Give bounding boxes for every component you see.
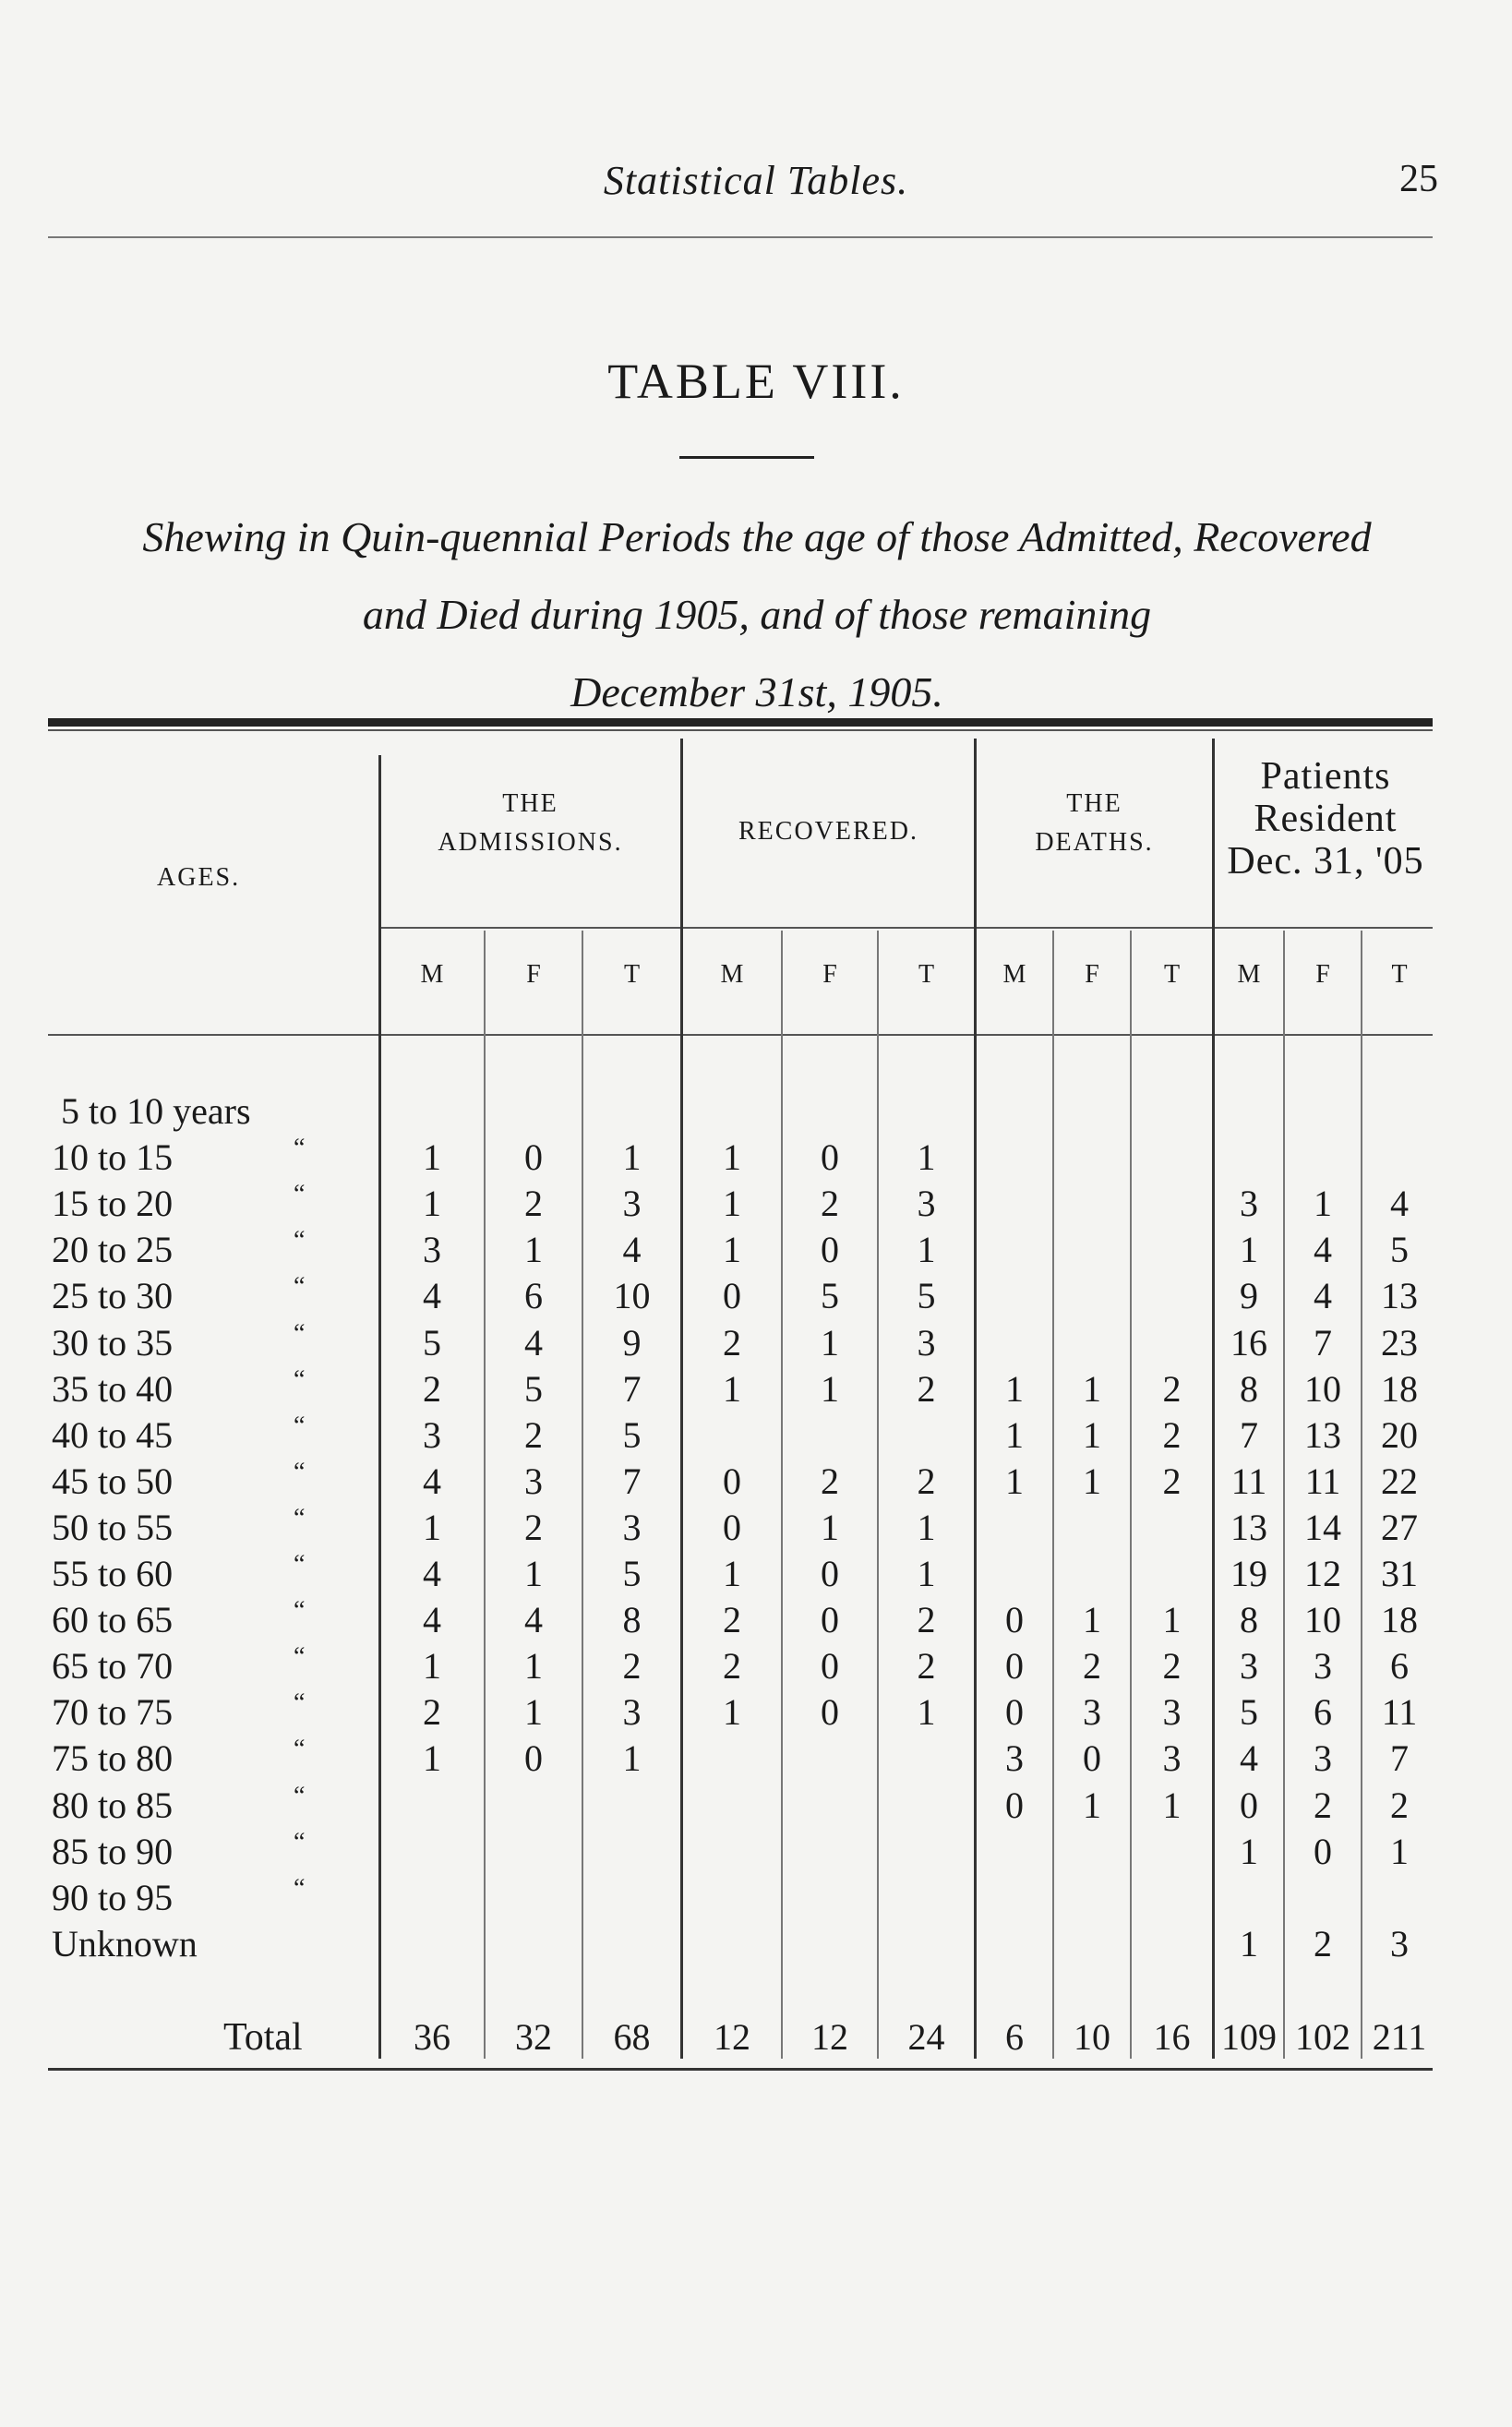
total-cell: 211 <box>1372 2016 1427 2058</box>
table-cell: 3 <box>917 1183 936 1224</box>
age-label: 30 to 35 <box>52 1322 174 1364</box>
table-cell: 0 <box>723 1275 741 1316</box>
table-cell: 18 <box>1381 1368 1418 1410</box>
table-cell: 2 <box>423 1691 441 1733</box>
table-cell: 4 <box>622 1229 642 1270</box>
ditto-mark: “ <box>294 1365 306 1394</box>
age-label: 40 to 45 <box>52 1414 174 1456</box>
table-cell: 1 <box>1314 1183 1332 1224</box>
table-cell: 7 <box>622 1460 642 1502</box>
table-cell: 5 <box>1240 1691 1258 1733</box>
table-cell: 2 <box>524 1414 543 1456</box>
table-cell: 0 <box>821 1553 839 1594</box>
table-cell: 1 <box>1240 1923 1258 1964</box>
subheader-m: M <box>1002 960 1026 989</box>
ages-header: AGES. <box>157 863 241 892</box>
table-cell: 1 <box>917 1553 936 1594</box>
table-cell: 12 <box>1304 1553 1341 1594</box>
ditto-mark: “ <box>294 1458 306 1486</box>
header-rule <box>48 236 1433 238</box>
subheader-m: M <box>420 960 444 989</box>
table-cell: 1 <box>723 1368 741 1410</box>
age-label: 15 to 20 <box>52 1183 174 1224</box>
table-cell: 23 <box>1381 1322 1418 1364</box>
table-cell: 2 <box>1083 1645 1101 1687</box>
table-subtitle <box>37 499 1477 731</box>
table-cell: 11 <box>1304 1460 1341 1502</box>
ditto-mark: “ <box>294 1319 306 1348</box>
table-cell: 1 <box>1240 1831 1258 1872</box>
table-cell: 0 <box>1005 1784 1024 1826</box>
table-cell: 1 <box>917 1507 936 1548</box>
table-cell: 7 <box>1240 1414 1258 1456</box>
table-cell: 8 <box>622 1599 642 1640</box>
table-cell: 31 <box>1381 1553 1418 1594</box>
age-label: 25 to 30 <box>52 1275 174 1316</box>
table-cell: 2 <box>723 1645 741 1687</box>
age-label: Unknown <box>52 1923 198 1964</box>
table-cell: 8 <box>1240 1368 1258 1410</box>
table-cell: 1 <box>1083 1414 1101 1456</box>
ditto-mark: “ <box>294 1180 306 1208</box>
age-label: 35 to 40 <box>52 1368 174 1410</box>
total-cell: 16 <box>1153 2016 1191 2058</box>
total-cell: 6 <box>1005 2016 1024 2058</box>
group-header-line: ADMISSIONS. <box>438 828 623 857</box>
table-cell: 2 <box>1390 1784 1409 1826</box>
table-cell: 1 <box>524 1229 543 1270</box>
ditto-mark: “ <box>294 1550 306 1579</box>
table-cell: 2 <box>821 1183 839 1224</box>
page-number: 25 <box>1399 158 1438 200</box>
table-cell: 3 <box>1314 1645 1332 1687</box>
table-cell: 1 <box>524 1691 543 1733</box>
ditto-mark: “ <box>294 1735 306 1763</box>
table-cell: 1 <box>423 1645 441 1687</box>
table-cell: 3 <box>1005 1737 1024 1779</box>
age-label: 45 to 50 <box>52 1460 174 1502</box>
table-cell: 1 <box>821 1507 839 1548</box>
table-cell: 1 <box>723 1229 741 1270</box>
table-cell: 11 <box>1230 1460 1267 1502</box>
table-bottom-rule <box>48 2068 1433 2071</box>
table-cell: 2 <box>423 1368 441 1410</box>
age-label: 50 to 55 <box>52 1507 174 1548</box>
table-cell: 11 <box>1381 1691 1418 1733</box>
table-cell: 13 <box>1304 1414 1341 1456</box>
table-cell: 3 <box>1240 1183 1258 1224</box>
table-cell: 4 <box>1240 1737 1258 1779</box>
table-cell: 2 <box>723 1322 741 1364</box>
table-cell: 0 <box>524 1737 543 1779</box>
table-cell: 4 <box>524 1322 543 1364</box>
table-cell: 0 <box>821 1645 839 1687</box>
table-cell: 1 <box>1083 1460 1101 1502</box>
ditto-mark: “ <box>294 1688 306 1717</box>
table-cell: 10 <box>1304 1368 1341 1410</box>
table-cell: 0 <box>1005 1691 1024 1733</box>
ditto-mark: “ <box>294 1782 306 1810</box>
age-label: 20 to 25 <box>52 1229 174 1270</box>
table-cell: 1 <box>1240 1229 1258 1270</box>
table-cell: 5 <box>821 1275 839 1316</box>
ditto-mark: “ <box>294 1134 306 1162</box>
table-cell: 5 <box>423 1322 441 1364</box>
table-cell: 7 <box>1390 1737 1409 1779</box>
ditto-mark: “ <box>294 1226 306 1255</box>
subtitle-line: and Died during 1905, and of those remaining <box>362 591 1152 638</box>
table-cell: 0 <box>1083 1737 1101 1779</box>
table-cell: 1 <box>622 1136 642 1178</box>
total-label: Total <box>223 2016 303 2059</box>
group-header-line: DEATHS. <box>1035 828 1154 857</box>
table-cell: 2 <box>917 1368 936 1410</box>
table-cell: 3 <box>622 1183 642 1224</box>
table-cell: 3 <box>1083 1691 1101 1733</box>
subheader-f: F <box>526 960 541 989</box>
table-cell: 1 <box>821 1368 839 1410</box>
table-cell: 1 <box>917 1691 936 1733</box>
table-cell: 13 <box>1230 1507 1267 1548</box>
age-label: 10 to 15 <box>52 1136 174 1178</box>
group-header-deaths <box>977 785 1212 862</box>
total-cell: 24 <box>907 2016 945 2058</box>
table-cell: 2 <box>917 1599 936 1640</box>
table-cell: 6 <box>524 1275 543 1316</box>
table-cell: 27 <box>1381 1507 1418 1548</box>
table-cell: 3 <box>622 1507 642 1548</box>
table-cell: 4 <box>1314 1275 1332 1316</box>
table-top-thin-rule <box>48 729 1433 731</box>
group-header-rule <box>380 927 1433 929</box>
total-cell: 109 <box>1221 2016 1277 2058</box>
table-cell: 3 <box>1314 1737 1332 1779</box>
group-header-admissions <box>380 785 680 862</box>
group-header-line: Dec. 31, '05 <box>1227 840 1424 883</box>
table-cell: 1 <box>1390 1831 1409 1872</box>
age-label: 65 to 70 <box>52 1645 174 1687</box>
table-cell: 1 <box>1083 1599 1101 1640</box>
table-cell: 1 <box>1083 1784 1101 1826</box>
group-header-recovered <box>683 812 974 851</box>
ditto-mark: “ <box>294 1504 306 1532</box>
table-cell: 19 <box>1230 1553 1267 1594</box>
table-cell: 1 <box>821 1322 839 1364</box>
table-cell: 2 <box>524 1183 543 1224</box>
table-cell: 0 <box>524 1136 543 1178</box>
table-cell: 7 <box>1314 1322 1332 1364</box>
table-cell: 5 <box>622 1553 642 1594</box>
ditto-mark: “ <box>294 1412 306 1440</box>
table-cell: 13 <box>1381 1275 1418 1316</box>
total-cell: 10 <box>1074 2016 1110 2058</box>
table-cell: 0 <box>1005 1645 1024 1687</box>
group-header-line: RECOVERED. <box>738 817 918 846</box>
table-cell: 4 <box>1314 1229 1332 1270</box>
table-cell: 2 <box>524 1507 543 1548</box>
table-cell: 5 <box>622 1414 642 1456</box>
table-cell: 2 <box>1314 1784 1332 1826</box>
table-cell: 0 <box>1005 1599 1024 1640</box>
age-label: 75 to 80 <box>52 1737 174 1779</box>
table-cell: 4 <box>1390 1183 1409 1224</box>
table-cell: 6 <box>1314 1691 1332 1733</box>
table-title: TABLE VIII. <box>607 354 905 409</box>
subheader-f: F <box>1315 960 1330 989</box>
subheader-t: T <box>918 960 935 989</box>
table-cell: 3 <box>1390 1923 1409 1964</box>
total-cell: 32 <box>515 2016 552 2058</box>
age-label: 70 to 75 <box>52 1691 174 1733</box>
age-label: 90 to 95 <box>52 1877 174 1918</box>
table-cell: 1 <box>622 1737 642 1779</box>
table-cell: 1 <box>1083 1368 1101 1410</box>
table-cell: 4 <box>423 1553 441 1594</box>
table-cell: 5 <box>917 1275 936 1316</box>
table-cell: 1 <box>423 1183 441 1224</box>
subheader-f: F <box>822 960 837 989</box>
ditto-mark: “ <box>294 1642 306 1671</box>
table-cell: 1 <box>524 1645 543 1687</box>
table-cell: 10 <box>613 1275 651 1316</box>
table-cell: 1 <box>524 1553 543 1594</box>
ditto-mark: “ <box>294 1272 306 1301</box>
table-cell: 10 <box>1304 1599 1341 1640</box>
total-cell: 68 <box>613 2016 651 2058</box>
table-cell: 0 <box>821 1136 839 1178</box>
subheader-t: T <box>623 960 641 989</box>
age-label: 85 to 90 <box>52 1831 174 1872</box>
table-cell: 1 <box>917 1229 936 1270</box>
subheader-m: M <box>720 960 744 989</box>
table-cell: 2 <box>622 1645 642 1687</box>
table-cell: 2 <box>917 1645 936 1687</box>
table-cell: 4 <box>423 1460 441 1502</box>
subheader-f: F <box>1085 960 1099 989</box>
age-label: 55 to 60 <box>52 1553 174 1594</box>
table-cell: 1 <box>1005 1414 1024 1456</box>
ditto-mark: “ <box>294 1596 306 1625</box>
table-cell: 2 <box>1162 1414 1182 1456</box>
table-cell: 3 <box>1162 1737 1182 1779</box>
table-cell: 0 <box>1314 1831 1332 1872</box>
subtitle-line: Shewing in Quin-quennial Periods the age of those Admitted, Recovered <box>142 513 1372 560</box>
group-header-line: THE <box>502 789 558 818</box>
table-cell: 2 <box>1162 1645 1182 1687</box>
age-label: 60 to 65 <box>52 1599 174 1640</box>
table-cell: 4 <box>524 1599 543 1640</box>
group-header-patients-resident <box>1215 755 1436 883</box>
group-header-line: THE <box>1066 789 1122 818</box>
table-cell: 1 <box>917 1136 936 1178</box>
table-cell: 2 <box>1162 1460 1182 1502</box>
table-cell: 3 <box>1162 1691 1182 1733</box>
table-cell: 1 <box>723 1553 741 1594</box>
group-header-line: Resident <box>1254 798 1398 840</box>
table-cell: 1 <box>723 1691 741 1733</box>
table-cell: 3 <box>1240 1645 1258 1687</box>
ditto-mark: “ <box>294 1828 306 1856</box>
table-cell: 3 <box>622 1691 642 1733</box>
table-cell: 5 <box>1390 1229 1409 1270</box>
subheader-rule <box>48 1034 1433 1036</box>
table-cell: 0 <box>723 1507 741 1548</box>
total-cell: 12 <box>714 2016 750 2058</box>
subheader-m: M <box>1237 960 1261 989</box>
subtitle-line: December 31st, 1905. <box>570 668 943 715</box>
subheader-t: T <box>1163 960 1181 989</box>
table-cell: 1 <box>1005 1368 1024 1410</box>
table-cell: 4 <box>423 1599 441 1640</box>
table-cell: 3 <box>423 1414 441 1456</box>
table-cell: 0 <box>1240 1784 1258 1826</box>
table-cell: 2 <box>917 1460 936 1502</box>
table-cell: 7 <box>622 1368 642 1410</box>
table-cell: 18 <box>1381 1599 1418 1640</box>
table-cell: 9 <box>1240 1275 1258 1316</box>
table-cell: 1 <box>423 1737 441 1779</box>
table-cell: 0 <box>821 1229 839 1270</box>
table-cell: 0 <box>723 1460 741 1502</box>
table-cell: 3 <box>524 1460 543 1502</box>
table-cell: 0 <box>821 1599 839 1640</box>
subheader-t: T <box>1391 960 1408 989</box>
ditto-mark: “ <box>294 1874 306 1903</box>
table-cell: 9 <box>622 1322 642 1364</box>
table-cell: 1 <box>423 1136 441 1178</box>
table-cell: 0 <box>821 1691 839 1733</box>
table-cell: 6 <box>1390 1645 1409 1687</box>
table-cell: 8 <box>1240 1599 1258 1640</box>
table-cell: 2 <box>1314 1923 1332 1964</box>
group-header-line: Patients <box>1260 755 1391 798</box>
table-cell: 5 <box>524 1368 543 1410</box>
running-header-title: Statistical Tables. <box>603 158 909 203</box>
table-cell: 1 <box>423 1507 441 1548</box>
age-label: 80 to 85 <box>52 1784 174 1826</box>
title-rule <box>679 456 814 459</box>
total-cell: 36 <box>414 2016 450 2058</box>
total-cell: 12 <box>811 2016 848 2058</box>
table-cell: 22 <box>1381 1460 1418 1502</box>
total-cell: 102 <box>1295 2016 1350 2058</box>
table-cell: 1 <box>723 1183 741 1224</box>
table-cell: 20 <box>1381 1414 1418 1456</box>
table-cell: 1 <box>723 1136 741 1178</box>
table-cell: 3 <box>423 1229 441 1270</box>
table-cell: 14 <box>1304 1507 1341 1548</box>
table-cell: 2 <box>723 1599 741 1640</box>
table-cell: 1 <box>1162 1599 1182 1640</box>
table-top-rule <box>48 718 1433 727</box>
table-cell: 4 <box>423 1275 441 1316</box>
table-cell: 3 <box>917 1322 936 1364</box>
table-cell: 2 <box>821 1460 839 1502</box>
table-cell: 1 <box>1162 1784 1182 1826</box>
age-label: 5 to 10 years <box>52 1090 251 1132</box>
table-cell: 16 <box>1230 1322 1267 1364</box>
table-cell: 1 <box>1005 1460 1024 1502</box>
table-cell: 2 <box>1162 1368 1182 1410</box>
